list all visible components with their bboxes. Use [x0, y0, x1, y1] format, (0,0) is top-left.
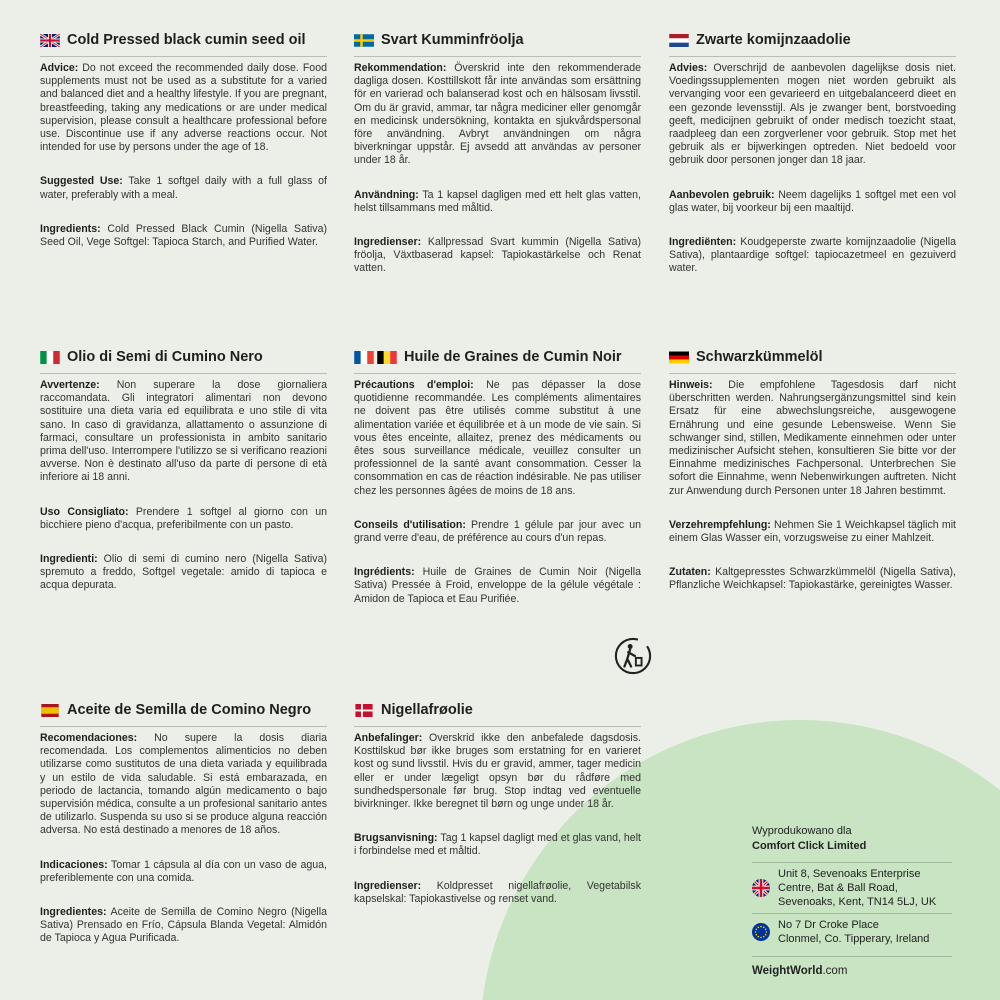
advice-paragraph: Recomendaciones: No supere la dosis diaria recomendada. Los complementos alimenticios no deben utilizarse como sustitutos de una dieta variada y equilibrada y un estilo de vida saludable. Si está embarazada, en periodo de lactancia, tomando algún medicamento o bajo supervisión médica, consulte a un profesional sanitario antes de utilizarlo. Suspenda su uso si se produce alguna reacción adversa. No está destinado a menores de 18 años.	[40, 732, 327, 837]
section-sv	[354, 30, 641, 297]
ingredients-paragraph: Ingredientes: Aceite de Semilla de Comino Negro (Nigella Sativa) Prensado en Frío, Cápsula Blanda Vegetal: Almidón de Tapioca y Agua Purificada.	[40, 906, 327, 945]
belgium-flag-icon	[377, 351, 397, 364]
section-da	[354, 700, 641, 927]
eu-address	[752, 913, 952, 950]
divider	[669, 56, 956, 57]
address-line: No 7 Dr Croke Place	[778, 919, 879, 931]
advice-paragraph: Avvertenze: Non superare la dose giornaliera raccomandata. Gli integratori alimentari non devono sostituire una dieta varia ed equilibrata e uno stile di vita sano. In caso di gravidanza, allattamento o assunzione di farmaci, consultare un professionista in ambito sanitario prima dell'uso. Interrompere l'utilizzo se si verificano reazioni avverse. Non è destinato all'uso da parte di persone di età inferiore ai 18 anni.	[40, 379, 327, 484]
manufacturer-info	[752, 824, 952, 977]
section-fr	[354, 347, 641, 627]
section-title: Zwarte komijnzaadolie	[696, 32, 851, 48]
ingredients-paragraph: Ingrédients: Huile de Graines de Cumin Noir (Nigella Sativa) Pressée à Froid, enveloppe de la gélule végétale : Amidon de Tapioca et Eau Purifiée.	[354, 566, 641, 605]
address-line: Centre, Bat & Ball Road,	[778, 882, 898, 894]
usage-paragraph: Brugsanvisning: Tag 1 kapsel dagligt med et glas vand, helt i forbindelse med et måltid.	[354, 832, 641, 858]
uk-flag-icon	[752, 879, 770, 897]
eu-flag-icon	[752, 923, 770, 941]
sweden-flag-icon	[354, 34, 374, 47]
divider	[354, 373, 641, 374]
netherlands-flag-icon	[669, 34, 689, 47]
ingredients-paragraph: Ingredienser: Kallpressad Svart kummin (Nigella Sativa) fröolja, Växtbaserad kapsel: Tapiokastärkelse och Renat vatten.	[354, 236, 641, 275]
advice-paragraph: Rekommendation: Överskrid inte den rekommenderade dagliga dosen. Kosttillskott får inte användas som ersättning för en varierad och balanserad kost och en hälsosam livsstil. Om du är gravid, ammar, tar några mediciner eller genomgår en medicinsk undersökning, kontakta en sjukvårdspersonal före användning. Avbryt användningen om några biverkningar uppstår. Ej avsedd att användas av personer under 18 år.	[354, 62, 641, 167]
usage-paragraph: Verzehrempfehlung: Nehmen Sie 1 Weichkapsel täglich mit einem Glas Wasser ein, vorzugsweise zu einer Mahlzeit.	[669, 518, 956, 545]
advice-paragraph: Précautions d'emploi: Ne pas dépasser la dose quotidienne recommandée. Les compléments alimentaires ne doivent pas être utilisés comme substitut à une alimentation variée et équilibrée et à un mode de vie sain. Si vous êtes enceinte, allaitez, prenez des médicaments ou êtes sous surveillance médicale, veuillez consulter un professionnel de la santé avant consommation. Cesser la consommation en cas de réaction indésirable. Ne pas utiliser chez les personnes âgées de moins de 18 ans.	[354, 379, 641, 497]
section-nl	[669, 30, 956, 297]
advice-paragraph: Hinweis: Die empfohlene Tagesdosis darf nicht überschritten werden. Nahrungsergänzungsmittel sind kein Ersatz für eine abwechslungsreiche, ausgewogene Ernährung und eine gesunde Lebensweise. Wenn Sie schwanger sind, stillen, Medikamente einnehmen oder unter medizinischer Aufsicht stehen, konsultieren Sie bitte vor der Einnahme medizinisches Fachpersonal. Unterbrechen Sie sofort die Einnahme, wenn Nebenwirkungen auftreten. Nicht zur Anwendung durch Personen unter 18 Jahren bestimmt.	[669, 379, 956, 497]
address-line: Clonmel, Co. Tipperary, Ireland	[778, 933, 930, 945]
divider	[40, 373, 327, 374]
ingredients-paragraph: Ingredienti: Olio di semi di cumino nero (Nigella Sativa) spremuto a freddo, Softgel vegetale: amido di tapioca e acqua depurata.	[40, 553, 327, 592]
usage-paragraph: Conseils d'utilisation: Prendre 1 gélule par jour avec un grand verre d'eau, de préférence au cours d'un repas.	[354, 518, 641, 545]
france-flag-icon	[354, 351, 374, 364]
divider	[354, 56, 641, 57]
usage-paragraph: Indicaciones: Tomar 1 cápsula al día con un vaso de agua, preferiblemente con una comida.	[40, 858, 327, 884]
section-title: Schwarzkümmelöl	[696, 349, 823, 365]
denmark-flag-icon	[354, 704, 374, 717]
usage-paragraph: Suggested Use: Take 1 softgel daily with a full glass of water, preferably with a meal.	[40, 175, 327, 201]
ingredients-paragraph: Zutaten: Kaltgepresstes Schwarzkümmelöl (Nigella Sativa), Pflanzliche Weichkapsel: Tapiokastärke, gereinigtes Wasser.	[669, 566, 956, 592]
section-it	[40, 347, 327, 614]
section-title: Nigellafrøolie	[381, 702, 473, 718]
address-line: Sevenoaks, Kent, TN14 5LJ, UK	[778, 896, 937, 908]
divider	[354, 726, 641, 727]
usage-paragraph: Aanbevolen gebruik: Neem dagelijks 1 softgel met een vol glas water, bij voorkeur bij een maaltijd.	[669, 188, 956, 214]
spain-flag-icon	[40, 704, 60, 717]
usage-paragraph: Användning: Ta 1 kapsel dagligen med ett helt glas vatten, helst tillsammans med måltid.	[354, 188, 641, 214]
ingredients-paragraph: Ingredients: Cold Pressed Black Cumin (Nigella Sativa) Seed Oil, Vege Softgel: Tapioca Starch, and Purified Water.	[40, 222, 327, 249]
divider	[669, 373, 956, 374]
section-title: Olio di Semi di Cumino Nero	[67, 349, 263, 365]
brand-link[interactable]: WeightWorld.com	[752, 956, 952, 977]
section-en	[40, 30, 327, 270]
usage-paragraph: Uso Consigliato: Prendere 1 softgel al giorno con un bicchiere pieno d'acqua, preferibilmente con un pasto.	[40, 505, 327, 531]
advice-paragraph: Advies: Overschrijd de aanbevolen dagelijkse dosis niet. Voedingssupplementen mogen niet worden gebruikt als vervanging voor een gevarieerd en uitgebalanceerd dieet en een gezonde levensstijl. Als je zwanger bent, borstvoeding geeft, medicijnen gebruikt of onder medisch toezicht staat, raadpleeg dan een zorgverlener voor gebruik. Stop met het gebruik als er bijwerkingen optreden. Niet bedoeld voor gebruik door personen jonger dan 18 jaar.	[669, 62, 956, 167]
germany-flag-icon	[669, 351, 689, 364]
tidyman-litter-icon	[614, 637, 652, 675]
uk-address	[752, 862, 952, 913]
ingredients-paragraph: Ingrediënten: Koudgeperste zwarte komijnzaadolie (Nigella Sativa), plantaardige softgel: tapiocazetmeel en gezuiverd water.	[669, 236, 956, 275]
section-title: Aceite de Semilla de Comino Negro	[67, 702, 312, 718]
divider	[40, 726, 327, 727]
address-line: Unit 8, Sevenoaks Enterprise	[778, 868, 921, 880]
section-de	[669, 347, 956, 614]
section-es	[40, 700, 327, 967]
uk-flag-icon	[40, 34, 60, 47]
advice-paragraph: Advice: Do not exceed the recommended daily dose. Food supplements must not be used as a substitute for a varied and balanced diet and a healthy lifestyle. If you are pregnant, breastfeeding, taking any medications or are under medical supervision, please consult a healthcare professional before use. Discontinue use if any adverse reactions occur. Not intended for use by persons under the age of 18.	[40, 62, 327, 154]
manufacturer-company: Comfort Click Limited	[752, 840, 867, 852]
italy-flag-icon	[40, 351, 60, 364]
divider	[40, 56, 327, 57]
advice-paragraph: Anbefalinger: Overskrid ikke den anbefalede dagsdosis. Kosttilskud bør ikke bruges som erstatning for en varieret kost og sund livsstil. Hvis du er gravid, ammer, tager medicin eller er under lægeligt opsyn bør du rådføre med sundhedspersonale før brug. Stop indtag ved eventuelle bivirkninger. Ikke beregnet til børn og unge under 18 år.	[354, 732, 641, 811]
ingredients-paragraph: Ingredienser: Koldpresset nigellafrøolie, Vegetabilsk kapselskal: Tapiokastivelse og renset vand.	[354, 879, 641, 905]
section-title: Huile de Graines de Cumin Noir	[404, 349, 622, 365]
section-title: Cold Pressed black cumin seed oil	[67, 32, 306, 48]
section-title: Svart Kumminfröolja	[381, 32, 524, 48]
manufacturer-heading: Wyprodukowano dla	[752, 825, 852, 837]
